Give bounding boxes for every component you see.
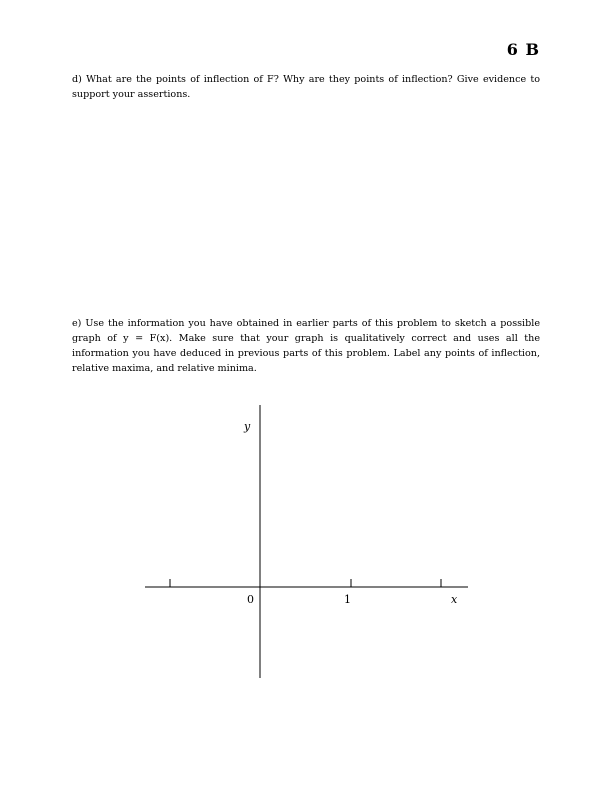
tick-label-zero: 0 bbox=[247, 593, 254, 606]
page-number: 6 B bbox=[506, 40, 540, 59]
x-axis-label: x bbox=[451, 593, 458, 606]
question-d-text: d) What are the points of inflection of F? Why are they points of inflection? Give evidence to support your assertions. bbox=[72, 74, 540, 100]
question-e-text: e) Use the information you have obtained in earlier parts of this problem to sketch a possible graph of y = F(x). Make sure that your graph is qualitatively correct and uses all the information you have deduced in previous parts of this problem. Label any points of inflection, relative maxima, and relative minima. bbox=[72, 318, 540, 374]
tick-label-one: 1 bbox=[344, 593, 351, 606]
y-axis-label: y bbox=[244, 420, 251, 433]
